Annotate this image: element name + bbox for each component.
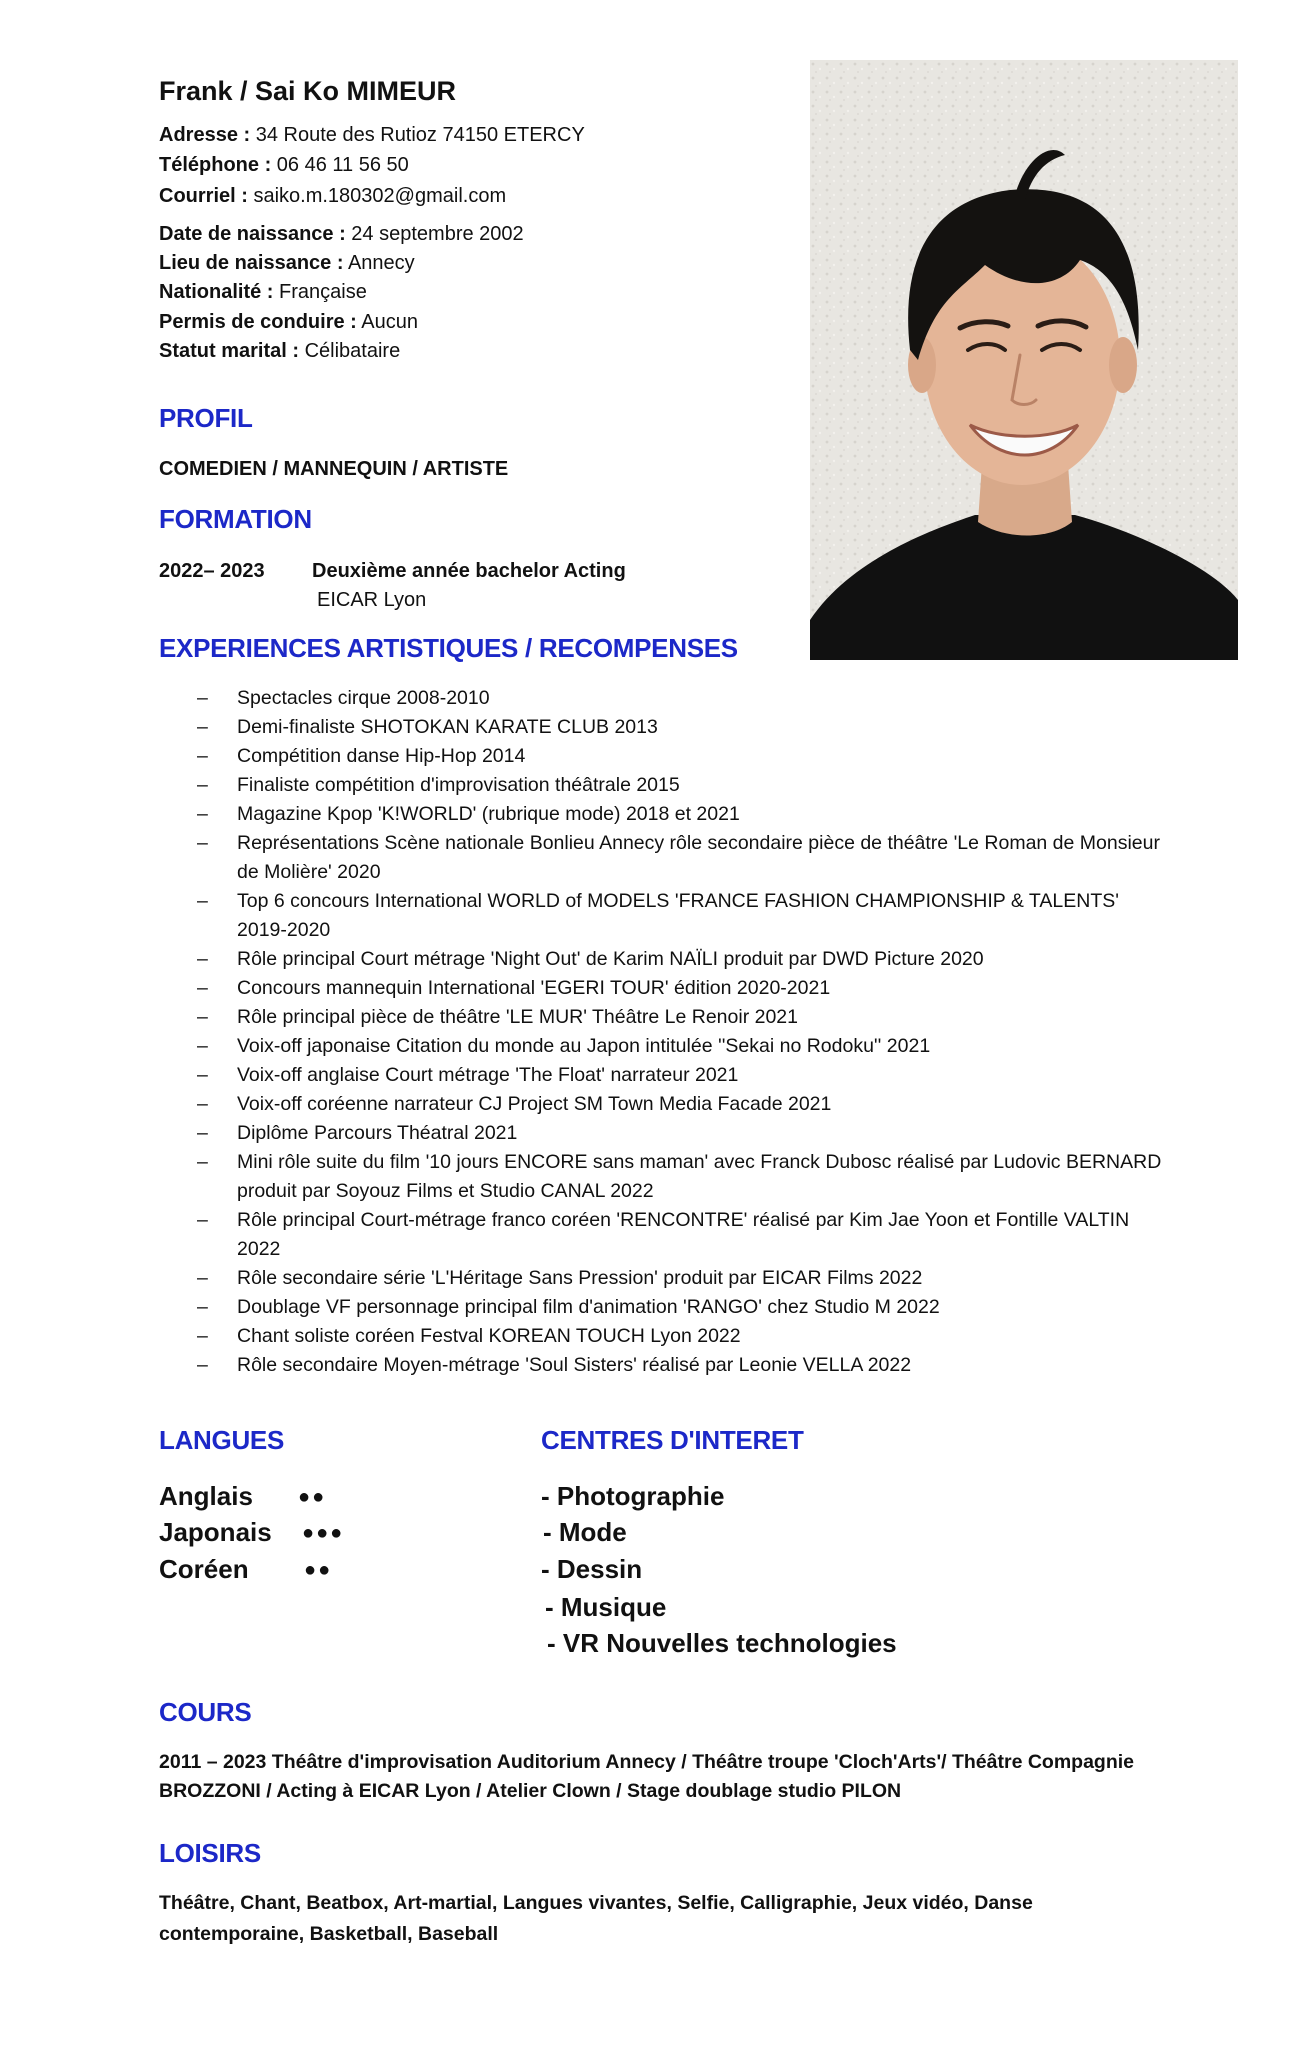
field-label: Permis de conduire : — [159, 311, 357, 333]
experience-text: Rôle principal Court-métrage franco coréen 'RENCONTRE' réalisé par Kim Jae Yoon et Fontille VALTIN 2022 — [237, 1209, 1130, 1260]
field-label: Nationalité : — [159, 281, 274, 303]
field-value: 24 septembre 2002 — [345, 223, 524, 245]
leisure-heading: LOISIRS — [159, 1838, 261, 1868]
experience-text: Voix-off coréenne narrateur CJ Project SM Town Media Facade 2021 — [237, 1093, 832, 1115]
interest-item: - Musique — [545, 1592, 667, 1622]
field-label: Adresse : — [159, 124, 251, 146]
birthdate-line — [159, 223, 524, 246]
experience-text: Compétition danse Hip-Hop 2014 — [237, 745, 526, 767]
field-value: Française — [273, 281, 367, 303]
experience-text: Finaliste compétition d'improvisation théâtrale 2015 — [237, 774, 680, 796]
experience-text: Concours mannequin International 'EGERI TOUR' édition 2020-2021 — [237, 977, 831, 999]
language-level: ●● — [304, 1559, 333, 1581]
interest-item: - Photographie — [541, 1481, 725, 1511]
leisure-text: Théâtre, Chant, Beatbox, Art-martial, Langues vivantes, Selfie, Calligraphie, Jeux vidéo, Danse contemporaine, Basketball, Baseball — [159, 1892, 1033, 1945]
candidate-name: Frank / Sai Ko MIMEUR — [159, 76, 457, 106]
field-label: Lieu de naissance : — [159, 252, 344, 274]
education-school: EICAR Lyon — [317, 589, 427, 611]
experience-item — [197, 829, 1167, 887]
education-years: 2022– 2023 — [159, 560, 265, 582]
experience-item — [197, 742, 1167, 771]
experience-text: Spectacles cirque 2008-2010 — [237, 687, 490, 709]
experience-text: Top 6 concours International WORLD of MODELS 'FRANCE FASHION CHAMPIONSHIP & TALENTS' 2019-2020 — [237, 890, 1119, 941]
email-line — [159, 185, 506, 208]
bullet-dash: – — [197, 1296, 208, 1318]
experience-text: Demi-finaliste SHOTOKAN KARATE CLUB 2013 — [237, 716, 658, 738]
bullet-dash: – — [197, 1122, 208, 1144]
experience-text: Rôle principal Court métrage 'Night Out' de Karim NAÏLI produit par DWD Picture 2020 — [237, 948, 984, 970]
field-value: 06 46 11 56 50 — [271, 154, 409, 176]
portrait-illustration — [810, 60, 1238, 660]
bullet-dash: – — [197, 745, 208, 767]
languages-heading: LANGUES — [159, 1425, 285, 1455]
bullet-dash: – — [197, 977, 208, 999]
field-value: 34 Route des Rutioz 74150 ETERCY — [250, 124, 585, 146]
experience-heading: EXPERIENCES ARTISTIQUES / RECOMPENSES — [159, 633, 738, 663]
language-name: Coréen — [159, 1554, 249, 1584]
experience-item — [197, 1148, 1167, 1206]
experience-text: Doublage VF personnage principal film d'animation 'RANGO' chez Studio M 2022 — [237, 1296, 940, 1318]
field-label: Statut marital : — [159, 340, 300, 362]
experience-item — [197, 1061, 1167, 1090]
bullet-dash: – — [197, 890, 208, 912]
interest-item: - VR Nouvelles technologies — [547, 1628, 897, 1658]
experience-text: Voix-off anglaise Court métrage 'The Float' narrateur 2021 — [237, 1064, 739, 1086]
experience-item — [197, 800, 1167, 829]
experience-text: Rôle principal pièce de théâtre 'LE MUR' Théâtre Le Renoir 2021 — [237, 1006, 798, 1028]
experience-text: Voix-off japonaise Citation du monde au Japon intitulée ''Sekai no Rodoku'' 2021 — [237, 1035, 931, 1057]
experience-item — [197, 1264, 1167, 1293]
phone-line — [159, 154, 409, 177]
experience-item — [197, 945, 1167, 974]
field-value: saiko.m.180302@gmail.com — [247, 185, 507, 207]
nationality-line — [159, 281, 367, 304]
bullet-dash: – — [197, 1006, 208, 1028]
language-name: Anglais — [159, 1481, 253, 1511]
language-level: ●● — [298, 1486, 327, 1508]
courses-text: 2011 – 2023 Théâtre d'improvisation Auditorium Annecy / Théâtre troupe 'Cloch'Arts'/ Théâtre Compagnie BROZZONI / Acting à EICAR Lyon / Atelier Clown / Stage doublage studio PILON — [159, 1751, 1134, 1802]
bullet-dash: – — [197, 803, 208, 825]
experience-item — [197, 887, 1167, 945]
bullet-dash: – — [197, 1151, 208, 1173]
bullet-dash: – — [197, 1064, 208, 1086]
bullet-dash: – — [197, 716, 208, 738]
bullet-dash: – — [197, 1267, 208, 1289]
portrait-photo — [810, 60, 1238, 660]
bullet-dash: – — [197, 1093, 208, 1115]
bullet-dash: – — [197, 832, 208, 854]
education-heading: FORMATION — [159, 504, 312, 534]
experience-text: Chant soliste coréen Festval KOREAN TOUCH Lyon 2022 — [237, 1325, 741, 1347]
field-value: Annecy — [343, 252, 415, 274]
experience-item — [197, 713, 1167, 742]
experience-text: Rôle secondaire série 'L'Héritage Sans Pression' produit par EICAR Films 2022 — [237, 1267, 923, 1289]
experience-text: Mini rôle suite du film '10 jours ENCORE sans maman' avec Franck Dubosc réalisé par Ludovic BERNARD produit par Soyouz Films et Studio CANAL 2022 — [237, 1151, 1162, 1202]
experience-text: Magazine Kpop 'K!WORLD' (rubrique mode) 2018 et 2021 — [237, 803, 740, 825]
language-level: ●●● — [302, 1522, 345, 1544]
experience-item — [197, 1322, 1167, 1351]
experience-item — [197, 1119, 1167, 1148]
experience-item — [197, 1090, 1167, 1119]
experience-item — [197, 684, 1167, 713]
experience-text: Diplôme Parcours Théatral 2021 — [237, 1122, 518, 1144]
field-value: Célibataire — [299, 340, 401, 362]
experience-item — [197, 1351, 1167, 1380]
experience-item — [197, 771, 1167, 800]
bullet-dash: – — [197, 1035, 208, 1057]
interest-item: - Mode — [543, 1517, 627, 1547]
language-name: Japonais — [159, 1517, 272, 1547]
field-label: Date de naissance : — [159, 223, 346, 245]
bullet-dash: – — [197, 774, 208, 796]
address-line — [159, 124, 585, 147]
birthplace-line — [159, 252, 415, 275]
experience-item — [197, 1293, 1167, 1322]
marital-status-line — [159, 340, 400, 363]
experience-item — [197, 1003, 1167, 1032]
bullet-dash: – — [197, 948, 208, 970]
bullet-dash: – — [197, 1325, 208, 1347]
experience-item — [197, 974, 1167, 1003]
education-degree: Deuxième année bachelor Acting — [312, 560, 626, 582]
field-label: Téléphone : — [159, 154, 272, 176]
field-value: Aucun — [356, 311, 419, 333]
experience-list — [197, 684, 1167, 1380]
bullet-dash: – — [197, 1209, 208, 1231]
bullet-dash: – — [197, 687, 208, 709]
interest-item: - Dessin — [541, 1554, 643, 1584]
profile-text: COMEDIEN / MANNEQUIN / ARTISTE — [159, 458, 509, 480]
bullet-dash: – — [197, 1354, 208, 1376]
experience-item — [197, 1032, 1167, 1061]
experience-text: Rôle secondaire Moyen-métrage 'Soul Sisters' réalisé par Leonie VELLA 2022 — [237, 1354, 912, 1376]
experience-item — [197, 1206, 1167, 1264]
license-line — [159, 311, 418, 334]
field-label: Courriel : — [159, 185, 248, 207]
courses-heading: COURS — [159, 1697, 252, 1727]
interests-heading: CENTRES D'INTERET — [541, 1425, 804, 1455]
experience-text: Représentations Scène nationale Bonlieu Annecy rôle secondaire pièce de théâtre 'Le Roman de Monsieur de Molière' 2020 — [237, 832, 1160, 883]
profile-heading: PROFIL — [159, 403, 253, 433]
